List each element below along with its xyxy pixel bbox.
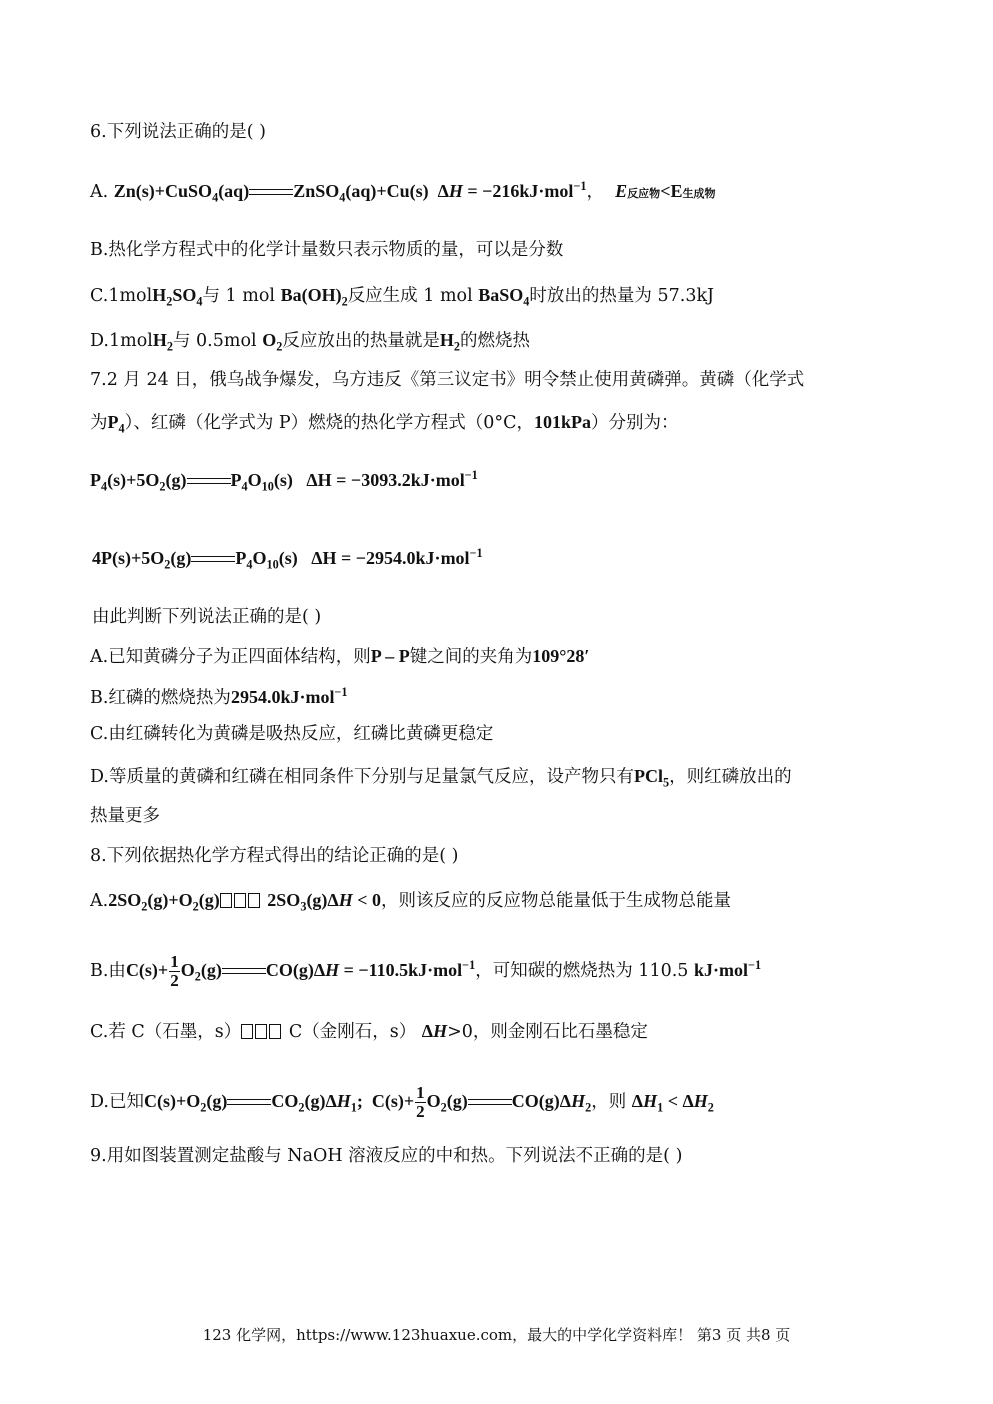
q7-stem-line1: 7.2 月 24 日，俄乌战争爆发，乌方违反《第三议定书》明令禁止使用黄磷弹。黄磷（化学式 xyxy=(90,370,805,390)
q7-option-d-line2: 热量更多 xyxy=(90,806,160,826)
q8-option-a: $A.2SO_2(g)+O_2(g) 2SO_3(g)\Delta H < 0$，则该反应的反应物总能量低于生成物总能量 xyxy=(90,890,731,914)
half-fraction: $\frac{1}{2}$ xyxy=(170,952,179,990)
half-fraction: $\frac{1}{2}$ xyxy=(416,1083,425,1121)
q6-stem: 6.下列说法正确的是( ) xyxy=(90,122,266,142)
q7-option-a: A.已知黄磷分子为正四面体结构，则P – P键之间的夹角为109°28′ xyxy=(90,646,590,667)
q6-option-c: $C.1molH_2SO_4$与 1 mol $Ba(OH)_2$反应生成 1 mol BaSO$_4$时放出的热量为 57.3kJ xyxy=(90,285,715,309)
q8-option-d: D.已知$C(s)+O_2(g)$ $CO_2(g)\Delta H_1$; C(s)+ $\frac{1}{2}$ $O_2(g)$ $CO(g)\Delta H_2$，则 $\Delta H_1 < \Delta H_2$ xyxy=(90,1083,714,1121)
q7-equation-2: $4P(s)+5O_2(g)$ $P_4O_{10}(s) \Delta H = -2954.0kJ\cdot mol^{-1}$ xyxy=(92,546,483,572)
q6-option-a: A. Zn(s)+CuSO$_4$(aq) ZnSO$_4$(aq)+Cu(s) ΔH = −216kJ·mol$^{-1}$， E反应物<E生成物 xyxy=(90,179,716,205)
q7-option-d-line1: D.等质量的黄磷和红磷在相同条件下分别与足量氯气反应，设产物只有PCl$_5$，则红磷放出的 xyxy=(90,766,792,790)
q6-option-b: B.热化学方程式中的化学计量数只表示物质的量，可以是分数 xyxy=(90,240,564,260)
q6-option-d: D.1molH$_2$与 0.5mol $O_2$反应放出的热量就是$H_2$的燃烧热 xyxy=(90,330,530,354)
q7-option-b: B.红磷的燃烧热为2954.0kJ·mol$^{-1}$ xyxy=(90,685,348,708)
q8-option-b: B.由C(s)+ $\frac{1}{2}$ $O_2(g) CO(g)\Delta H = -110.5kJ\cdot mol^{-1}$，可知碳的燃烧热为 110.5 kJ·mol$^{-1}$ xyxy=(90,952,762,990)
equilibrium-glyph-icon xyxy=(241,1022,283,1042)
page-footer: 123 化学网，https://www.123huaxue.com，最大的中学化学资料库！ 第3 页 共8 页 xyxy=(202,1326,791,1344)
q7-ask: 由此判断下列说法正确的是( ) xyxy=(92,607,322,627)
q7-option-c: C.由红磷转化为黄磷是吸热反应，红磷比黄磷更稳定 xyxy=(90,724,494,744)
q7-equation-1: $P_4(s)+5O_2(g)$ $P_4O_{10}(s) \Delta H = -3093.2kJ\cdot mol^{-1}$ xyxy=(90,468,478,494)
q7-stem-line2: 为$P_4$）、红磷（化学式为 P）燃烧的热化学方程式（0°C，101kPa）分别为： xyxy=(90,412,679,436)
q9-stem: 9.用如图装置测定盐酸与 NaOH 溶液反应的中和热。下列说法不正确的是( ) xyxy=(90,1146,683,1166)
equilibrium-glyph-icon xyxy=(220,891,262,911)
q8-option-c: C.若 C（石墨，s） C（金刚石，s） ΔH>0，则金刚石比石墨稳定 xyxy=(90,1021,648,1042)
q8-stem: 8.下列依据热化学方程式得出的结论正确的是( ) xyxy=(90,846,459,866)
